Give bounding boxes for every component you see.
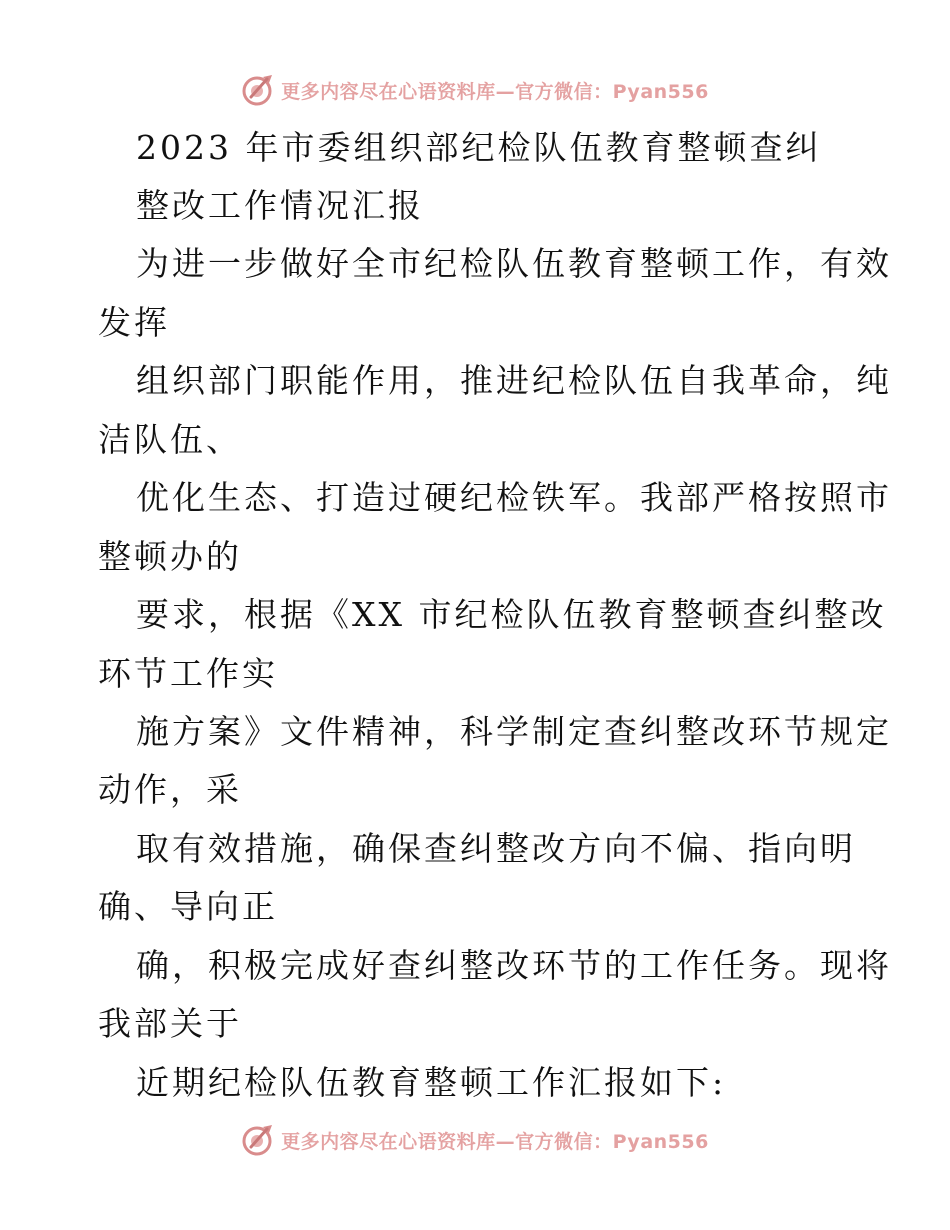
paragraph-line: 近期纪检队伍教育整顿工作汇报如下:	[136, 1063, 727, 1102]
paragraph-line: 优化生态、打造过硬纪检铁军。我部严格按照市	[136, 478, 892, 517]
paragraph-line: 为进一步做好全市纪检队伍教育整顿工作，有效	[136, 244, 892, 283]
paragraph-line: 确，积极完成好查纠整改环节的工作任务。现将	[136, 946, 892, 985]
watermark-text: 更多内容尽在心语资料库—官方微信：Pyan556	[281, 1130, 709, 1153]
paragraph-line: 我部关于	[98, 1004, 242, 1043]
paragraph-line: 确、导向正	[98, 887, 278, 926]
pen-logo-icon	[241, 1123, 275, 1157]
footer-watermark	[0, 1120, 950, 1160]
paragraph-line: 整顿办的	[98, 537, 242, 576]
title-line-1: 2023 年市委组织部纪检队伍教育整顿查纠	[136, 128, 822, 167]
paragraph-line: 取有效措施，确保查纠整改方向不偏、指向明	[136, 829, 856, 868]
pen-logo-icon	[241, 73, 275, 107]
paragraph-line: 组织部门职能作用，推进纪检队伍自我革命，纯	[136, 361, 892, 400]
paragraph-line: 环节工作实	[98, 654, 278, 693]
paragraph-line: 要求，根据《XX 市纪检队伍教育整顿查纠整改	[136, 595, 887, 634]
paragraph-line: 施方案》文件精神，科学制定查纠整改环节规定	[136, 712, 892, 751]
paragraph-line: 发挥	[98, 303, 170, 342]
title-line-2: 整改工作情况汇报	[136, 186, 424, 225]
paragraph-line: 动作，采	[98, 770, 242, 809]
watermark-text: 更多内容尽在心语资料库—官方微信：Pyan556	[281, 80, 709, 103]
paragraph-line: 洁队伍、	[98, 420, 242, 459]
header-watermark	[0, 70, 950, 110]
